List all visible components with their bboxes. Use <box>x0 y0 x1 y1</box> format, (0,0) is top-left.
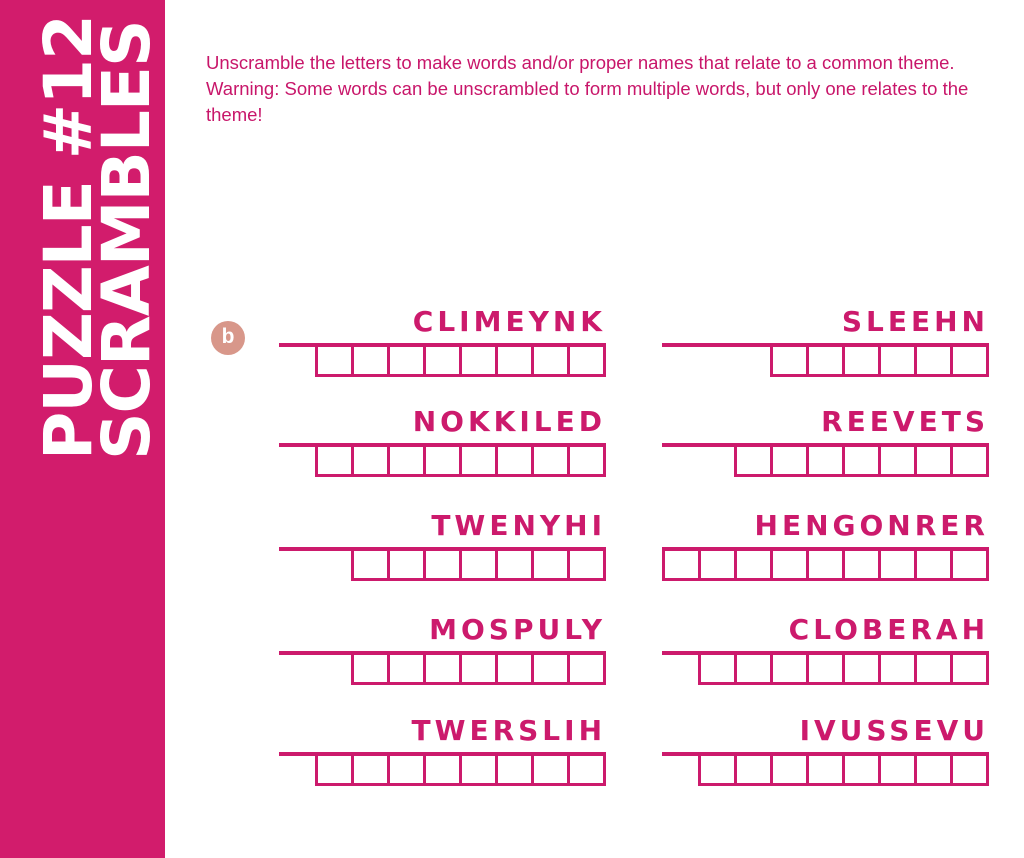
letter-box[interactable] <box>531 651 567 682</box>
letter-box[interactable] <box>665 547 698 578</box>
answer-boxes <box>315 343 606 377</box>
scrambled-word: REEVETS <box>821 405 989 438</box>
letter-box[interactable] <box>698 547 734 578</box>
scramble-left-3 <box>279 509 606 589</box>
section-badge: b <box>211 321 245 355</box>
letter-box[interactable] <box>950 547 986 578</box>
letter-box[interactable] <box>770 752 806 783</box>
letter-box[interactable] <box>950 343 986 374</box>
letter-box[interactable] <box>354 547 387 578</box>
letter-box[interactable] <box>459 651 495 682</box>
scrambled-word: TWENYHI <box>431 509 606 542</box>
letter-box[interactable] <box>495 547 531 578</box>
letter-box[interactable] <box>459 343 495 374</box>
scrambled-word: CLIMEYNK <box>412 305 606 338</box>
letter-box[interactable] <box>806 752 842 783</box>
letter-box[interactable] <box>459 752 495 783</box>
letter-box[interactable] <box>495 443 531 474</box>
letter-box[interactable] <box>806 651 842 682</box>
letter-box[interactable] <box>806 443 842 474</box>
letter-box[interactable] <box>950 443 986 474</box>
letter-box[interactable] <box>531 343 567 374</box>
scramble-left-2 <box>279 405 606 485</box>
letter-box[interactable] <box>842 343 878 374</box>
letter-box[interactable] <box>318 443 351 474</box>
letter-box[interactable] <box>773 343 806 374</box>
scramble-left-4 <box>279 613 606 693</box>
letter-box[interactable] <box>770 547 806 578</box>
scrambled-word: IVUSSEVU <box>799 714 989 747</box>
answer-boxes <box>351 651 606 685</box>
letter-box[interactable] <box>914 443 950 474</box>
puzzle-title <box>30 15 165 460</box>
answer-boxes <box>698 752 989 786</box>
scramble-right-3 <box>662 509 989 589</box>
letter-box[interactable] <box>737 443 770 474</box>
scramble-right-2 <box>662 405 989 485</box>
letter-box[interactable] <box>531 547 567 578</box>
answer-boxes <box>315 752 606 786</box>
title-line-puzzle: PUZZLE #12 <box>30 15 107 460</box>
letter-box[interactable] <box>387 651 423 682</box>
letter-box[interactable] <box>531 443 567 474</box>
letter-box[interactable] <box>770 443 806 474</box>
letter-box[interactable] <box>734 651 770 682</box>
letter-box[interactable] <box>842 547 878 578</box>
answer-boxes <box>315 443 606 477</box>
letter-box[interactable] <box>770 651 806 682</box>
letter-box[interactable] <box>423 547 459 578</box>
letter-box[interactable] <box>701 651 734 682</box>
letter-box[interactable] <box>701 752 734 783</box>
letter-box[interactable] <box>423 752 459 783</box>
letter-box[interactable] <box>495 651 531 682</box>
letter-box[interactable] <box>842 752 878 783</box>
letter-box[interactable] <box>914 752 950 783</box>
letter-box[interactable] <box>806 343 842 374</box>
letter-box[interactable] <box>914 343 950 374</box>
letter-box[interactable] <box>842 443 878 474</box>
answer-boxes <box>734 443 989 477</box>
letter-box[interactable] <box>950 651 986 682</box>
instructions-text: Unscramble the letters to make words and/or proper names that relate to a common theme. Warning: Some words can be unscrambled to form multiple words, but only one relates to the theme! <box>206 52 969 125</box>
letter-box[interactable] <box>878 547 914 578</box>
letter-box[interactable] <box>351 752 387 783</box>
letter-box[interactable] <box>423 651 459 682</box>
scramble-right-5 <box>662 714 989 794</box>
letter-box[interactable] <box>423 343 459 374</box>
answer-boxes <box>662 547 989 581</box>
scramble-left-1 <box>279 305 606 385</box>
title-wrap <box>0 0 165 460</box>
letter-box[interactable] <box>354 651 387 682</box>
scrambled-word: CLOBERAH <box>788 613 989 646</box>
scrambled-word: HENGONRER <box>754 509 989 542</box>
letter-box[interactable] <box>495 343 531 374</box>
letter-box[interactable] <box>914 547 950 578</box>
letter-box[interactable] <box>318 343 351 374</box>
letter-box[interactable] <box>567 547 603 578</box>
letter-box[interactable] <box>387 343 423 374</box>
letter-box[interactable] <box>567 443 603 474</box>
letter-box[interactable] <box>734 752 770 783</box>
title-line-scrambles: SCRAMBLES <box>88 20 165 460</box>
letter-box[interactable] <box>842 651 878 682</box>
letter-box[interactable] <box>387 752 423 783</box>
letter-box[interactable] <box>806 547 842 578</box>
letter-box[interactable] <box>914 651 950 682</box>
scramble-right-1 <box>662 305 989 385</box>
answer-boxes <box>770 343 989 377</box>
letter-box[interactable] <box>950 752 986 783</box>
letter-box[interactable] <box>459 547 495 578</box>
scrambled-word: NOKKILED <box>412 405 606 438</box>
letter-box[interactable] <box>351 343 387 374</box>
letter-box[interactable] <box>567 651 603 682</box>
answer-boxes <box>698 651 989 685</box>
scrambled-word: SLEEHN <box>841 305 989 338</box>
scrambled-word: TWERSLIH <box>411 714 606 747</box>
letter-box[interactable] <box>387 443 423 474</box>
scrambled-word: MOSPULY <box>429 613 606 646</box>
letter-box[interactable] <box>495 752 531 783</box>
scramble-right-4 <box>662 613 989 693</box>
letter-box[interactable] <box>387 547 423 578</box>
letter-box[interactable] <box>734 547 770 578</box>
letter-box[interactable] <box>318 752 351 783</box>
answer-boxes <box>351 547 606 581</box>
letter-box[interactable] <box>351 443 387 474</box>
letter-box[interactable] <box>878 651 914 682</box>
letter-box[interactable] <box>567 343 603 374</box>
letter-box[interactable] <box>459 443 495 474</box>
letter-box[interactable] <box>531 752 567 783</box>
scramble-left-5 <box>279 714 606 794</box>
sidebar <box>0 0 165 858</box>
letter-box[interactable] <box>878 343 914 374</box>
letter-box[interactable] <box>423 443 459 474</box>
letter-box[interactable] <box>878 443 914 474</box>
letter-box[interactable] <box>567 752 603 783</box>
letter-box[interactable] <box>878 752 914 783</box>
